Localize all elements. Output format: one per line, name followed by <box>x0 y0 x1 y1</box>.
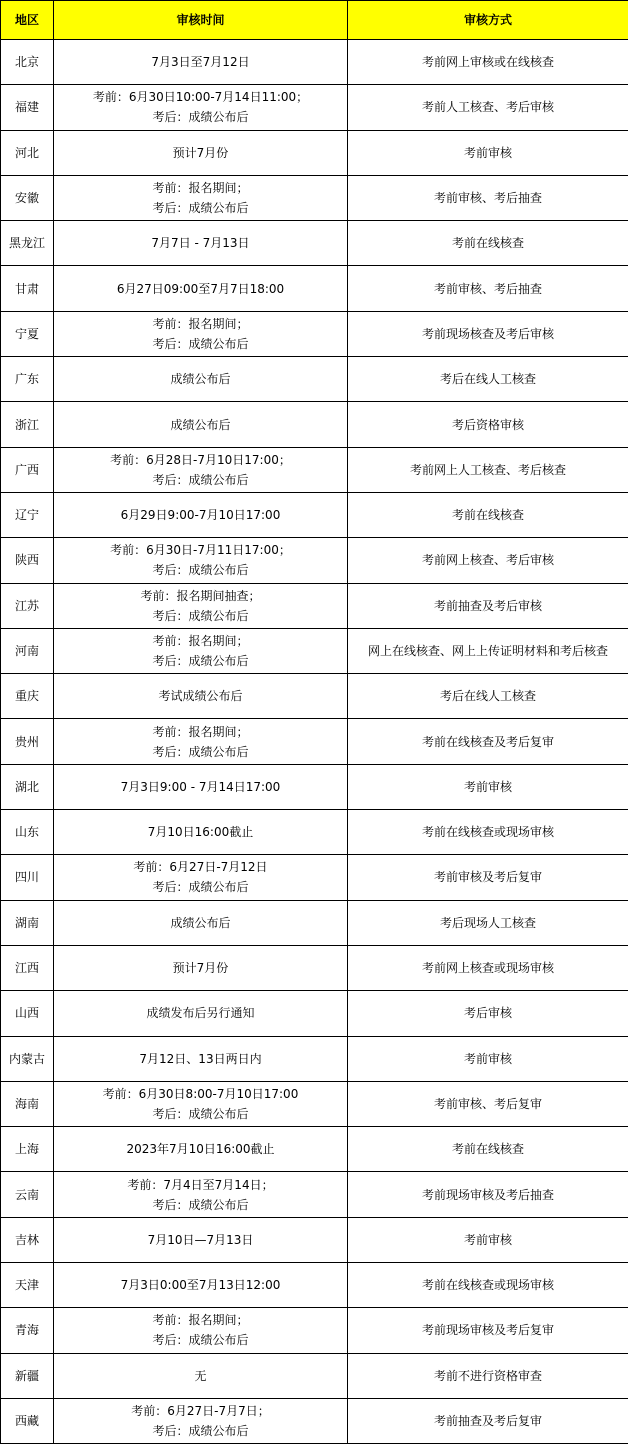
region-cell: 江苏 <box>1 583 54 628</box>
time-cell <box>54 175 348 220</box>
time-line: 2023年7月10日16:00截止 <box>126 1142 275 1157</box>
region-cell: 湖北 <box>1 764 54 809</box>
region-cell: 天津 <box>1 1263 54 1308</box>
time-line: 考后：成绩公布后 <box>152 1424 249 1439</box>
table-row <box>1 357 628 402</box>
time-cell <box>54 221 348 266</box>
method-cell: 考前审核、考后抽查 <box>348 175 628 220</box>
region-cell: 陕西 <box>1 538 54 583</box>
method-cell: 考后审核 <box>348 991 628 1036</box>
region-cell: 新疆 <box>1 1353 54 1398</box>
time-cell <box>54 492 348 537</box>
time-line: 考前：6月30日-7月11日17:00； <box>110 543 291 558</box>
time-cell <box>54 583 348 628</box>
time-cell <box>54 357 348 402</box>
time-cell <box>54 311 348 356</box>
region-cell: 海南 <box>1 1081 54 1126</box>
time-cell <box>54 130 348 175</box>
table-row <box>1 900 628 945</box>
time-cell <box>54 85 348 130</box>
time-line: 7月7日 - 7月13日 <box>151 236 250 251</box>
time-cell <box>54 719 348 764</box>
table-row <box>1 311 628 356</box>
table-row <box>1 402 628 447</box>
time-cell <box>54 810 348 855</box>
region-cell: 山西 <box>1 991 54 1036</box>
time-cell <box>54 674 348 719</box>
method-cell: 考后在线人工核查 <box>348 674 628 719</box>
time-line: 成绩公布后 <box>170 915 231 930</box>
time-line: 考后：成绩公布后 <box>152 608 249 623</box>
table-row <box>1 628 628 673</box>
method-cell: 考前审核、考后复审 <box>348 1081 628 1126</box>
time-cell <box>54 1353 348 1398</box>
time-line: 考后：成绩公布后 <box>152 1106 249 1121</box>
method-cell: 考前在线核查 <box>348 221 628 266</box>
time-line: 7月10日—7月13日 <box>147 1232 254 1247</box>
region-cell: 安徽 <box>1 175 54 220</box>
region-cell: 福建 <box>1 85 54 130</box>
header-row <box>1 1 628 40</box>
table-body <box>1 40 628 1444</box>
region-cell: 吉林 <box>1 1217 54 1262</box>
method-cell: 考前在线核查或现场审核 <box>348 810 628 855</box>
method-cell: 考后资格审核 <box>348 402 628 447</box>
time-cell <box>54 538 348 583</box>
region-cell: 西藏 <box>1 1398 54 1443</box>
table-row <box>1 1217 628 1262</box>
region-cell: 青海 <box>1 1308 54 1353</box>
time-line: 6月29日9:00-7月10日17:00 <box>120 508 281 523</box>
table-row <box>1 492 628 537</box>
method-cell: 考前网上核查或现场审核 <box>348 945 628 990</box>
time-cell <box>54 1172 348 1217</box>
region-cell: 广东 <box>1 357 54 402</box>
time-cell <box>54 1127 348 1172</box>
time-line: 考前：6月27日-7月12日 <box>133 860 268 875</box>
method-cell: 网上在线核查、网上上传证明材料和考后核查 <box>348 628 628 673</box>
time-line: 考后：成绩公布后 <box>152 110 249 125</box>
time-cell <box>54 945 348 990</box>
method-cell: 考前审核 <box>348 1217 628 1262</box>
time-cell <box>54 628 348 673</box>
region-cell: 贵州 <box>1 719 54 764</box>
time-cell <box>54 991 348 1036</box>
method-cell: 考前抽查及考后审核 <box>348 583 628 628</box>
method-cell: 考前审核 <box>348 1036 628 1081</box>
time-line: 考前：6月28日-7月10日17:00； <box>110 452 291 467</box>
header-method: 审核方式 <box>348 1 628 40</box>
table-row <box>1 1398 628 1443</box>
region-cell: 山东 <box>1 810 54 855</box>
region-cell: 甘肃 <box>1 266 54 311</box>
method-cell: 考前在线核查 <box>348 1127 628 1172</box>
method-cell: 考前在线核查 <box>348 492 628 537</box>
time-line: 无 <box>194 1368 207 1383</box>
time-line: 考后：成绩公布后 <box>152 563 249 578</box>
table-row <box>1 810 628 855</box>
table-row <box>1 945 628 990</box>
time-line: 考前：报名期间； <box>152 1313 249 1328</box>
time-cell <box>54 40 348 85</box>
region-cell: 宁夏 <box>1 311 54 356</box>
time-cell <box>54 266 348 311</box>
region-cell: 辽宁 <box>1 492 54 537</box>
time-line: 考前：7月4日至7月14日； <box>127 1177 274 1192</box>
time-cell <box>54 1263 348 1308</box>
time-line: 成绩发布后另行通知 <box>146 1006 255 1021</box>
time-line: 考后：成绩公布后 <box>152 472 249 487</box>
time-line: 考前：6月27日-7月7日； <box>131 1404 270 1419</box>
table-row <box>1 1263 628 1308</box>
region-cell: 浙江 <box>1 402 54 447</box>
time-line: 预计7月份 <box>172 961 229 976</box>
time-cell <box>54 764 348 809</box>
region-cell: 湖南 <box>1 900 54 945</box>
table-row <box>1 1308 628 1353</box>
method-cell: 考前审核、考后抽查 <box>348 266 628 311</box>
region-cell: 内蒙古 <box>1 1036 54 1081</box>
method-cell: 考前网上人工核查、考后核查 <box>348 447 628 492</box>
header-region: 地区 <box>1 1 54 40</box>
time-cell <box>54 402 348 447</box>
time-line: 考后：成绩公布后 <box>152 654 249 668</box>
table-row <box>1 764 628 809</box>
table-row <box>1 1081 628 1126</box>
region-cell: 四川 <box>1 855 54 900</box>
method-cell: 考前现场核查及考后审核 <box>348 311 628 356</box>
method-cell: 考后在线人工核查 <box>348 357 628 402</box>
region-cell: 重庆 <box>1 674 54 719</box>
method-cell: 考前审核 <box>348 130 628 175</box>
time-line: 成绩公布后 <box>170 417 231 432</box>
table-row <box>1 719 628 764</box>
time-cell <box>54 1036 348 1081</box>
region-cell: 江西 <box>1 945 54 990</box>
table-row <box>1 130 628 175</box>
table-row <box>1 266 628 311</box>
table-header <box>1 1 628 40</box>
method-cell: 考前抽查及考后复审 <box>348 1398 628 1443</box>
region-cell: 河北 <box>1 130 54 175</box>
time-cell <box>54 1217 348 1262</box>
time-line: 7月3日9:00 - 7月14日17:00 <box>120 779 281 794</box>
time-cell <box>54 900 348 945</box>
time-line: 考前：报名期间； <box>152 634 249 648</box>
region-cell: 广西 <box>1 447 54 492</box>
time-line: 7月12日、13日两日内 <box>139 1051 262 1066</box>
time-line: 7月3日至7月12日 <box>151 55 250 70</box>
region-cell: 云南 <box>1 1172 54 1217</box>
table-row <box>1 1353 628 1398</box>
method-cell: 考前不进行资格审查 <box>348 1353 628 1398</box>
time-line: 考前：6月30日10:00-7月14日11:00； <box>92 90 309 105</box>
time-line: 考前：报名期间； <box>152 181 249 196</box>
time-line: 考试成绩公布后 <box>158 689 243 704</box>
time-line: 考前：报名期间抽查； <box>140 588 261 603</box>
time-line: 预计7月份 <box>172 145 229 160</box>
method-cell: 考前在线核查及考后复审 <box>348 719 628 764</box>
time-line: 7月3日0:00至7月13日12:00 <box>120 1278 281 1293</box>
region-cell: 上海 <box>1 1127 54 1172</box>
method-cell: 考前网上核查、考后审核 <box>348 538 628 583</box>
method-cell: 考前现场审核及考后抽查 <box>348 1172 628 1217</box>
method-cell: 考后现场人工核查 <box>348 900 628 945</box>
table-row <box>1 855 628 900</box>
method-cell: 考前在线核查或现场审核 <box>348 1263 628 1308</box>
time-line: 考前：报名期间； <box>152 724 249 739</box>
time-line: 考前：6月30日8:00-7月10日17:00 <box>102 1086 299 1101</box>
time-line: 考后：成绩公布后 <box>152 1197 249 1212</box>
table-row <box>1 583 628 628</box>
time-line: 考后：成绩公布后 <box>152 1333 249 1348</box>
time-line: 考后：成绩公布后 <box>152 744 249 759</box>
time-line: 考前：报名期间； <box>152 316 249 331</box>
time-line: 考后：成绩公布后 <box>152 336 249 351</box>
time-line: 考后：成绩公布后 <box>152 880 249 895</box>
table-row <box>1 175 628 220</box>
time-line: 7月10日16:00截止 <box>147 825 254 840</box>
table-row <box>1 1127 628 1172</box>
table-row <box>1 991 628 1036</box>
region-cell: 河南 <box>1 628 54 673</box>
table-row <box>1 221 628 266</box>
table-row <box>1 1172 628 1217</box>
time-cell <box>54 447 348 492</box>
time-line: 考后：成绩公布后 <box>152 201 249 216</box>
time-cell <box>54 1081 348 1126</box>
method-cell: 考前现场审核及考后复审 <box>348 1308 628 1353</box>
method-cell: 考前审核 <box>348 764 628 809</box>
time-cell <box>54 855 348 900</box>
time-line: 成绩公布后 <box>170 372 231 387</box>
table-row <box>1 1036 628 1081</box>
time-line: 6月27日09:00至7月7日18:00 <box>116 281 285 296</box>
table-row <box>1 674 628 719</box>
method-cell: 考前网上审核或在线核查 <box>348 40 628 85</box>
header-time: 审核时间 <box>54 1 348 40</box>
time-cell <box>54 1398 348 1443</box>
region-cell: 北京 <box>1 40 54 85</box>
method-cell: 考前人工核查、考后审核 <box>348 85 628 130</box>
time-cell <box>54 1308 348 1353</box>
table-row <box>1 40 628 85</box>
table-row <box>1 85 628 130</box>
table-row <box>1 447 628 492</box>
table-row <box>1 538 628 583</box>
method-cell: 考前审核及考后复审 <box>348 855 628 900</box>
region-cell: 黑龙江 <box>1 221 54 266</box>
